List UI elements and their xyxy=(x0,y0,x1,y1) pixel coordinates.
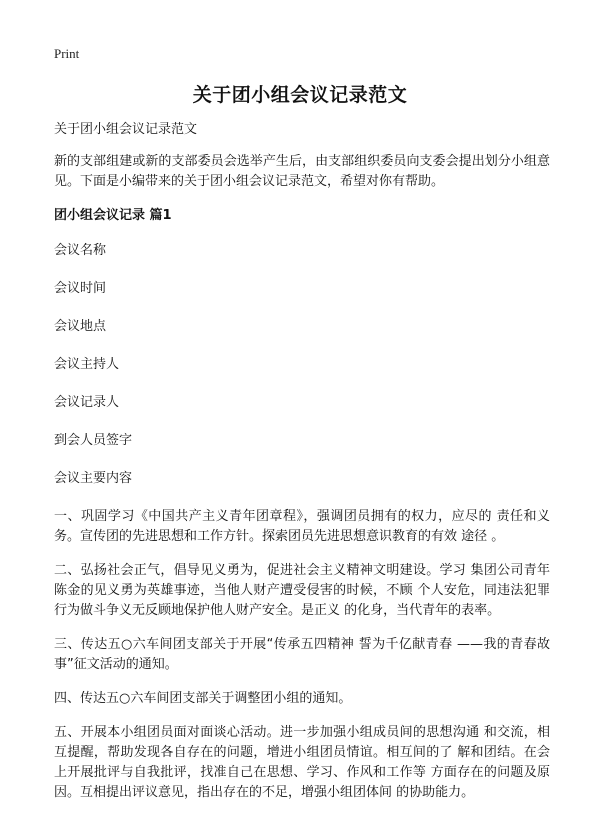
content-paragraph-1: 一、巩固学习《中国共产主义青年团章程》，强调团员拥有的权力，应尽的 责任和义务。宣传团的先进思想和工作方针。探索团员先进思想意识教育的有效 途径 。 xyxy=(54,509,550,544)
print-link[interactable]: Print xyxy=(54,46,80,61)
field-attendee-signatures: 到会人员签字 xyxy=(54,433,133,448)
section-heading: 团小组会议记录 篇1 xyxy=(54,208,172,223)
field-meeting-host: 会议主持人 xyxy=(54,357,120,372)
page-title: 关于团小组会议记录范文 xyxy=(192,84,408,106)
intro-paragraph: 新的支部组建或新的支部委员会选举产生后，由支部组织委员向支委会提出划分小组意见。下面是小编带来的关于团小组会议记录范文，希望对你有帮助。 xyxy=(54,154,550,189)
document-body xyxy=(54,120,550,817)
field-meeting-time: 会议时间 xyxy=(54,281,107,296)
field-meeting-recorder: 会议记录人 xyxy=(54,395,120,410)
content-paragraph-3: 三、传达五○六车间团支部关于开展“传承五四精神 誓为千亿献青春 ——我的青春故事”征文活动的通知。 xyxy=(54,637,550,672)
field-main-content: 会议主要内容 xyxy=(54,471,133,486)
content-paragraph-5: 五、开展本小组团员面对面谈心活动。进一步加强小组成员间的思想沟通 和交流，相互提醒，帮助发现各自存在的问题，增进小组团员情谊。相互间的了 解和团结。在会上开展批评与自我批评，找准自己在思想、学习、作风和工作等 方面存在的问题及原因。互相提出评议意见，指出存在的不足，增强小组团体间 的协助能力。 xyxy=(54,725,550,800)
subtitle: 关于团小组会议记录范文 xyxy=(54,122,198,137)
field-meeting-location: 会议地点 xyxy=(54,319,107,334)
content-paragraph-2: 二、弘扬社会正气，倡导见义勇为，促进社会主义精神文明建设。学习 集团公司青年陈金的见义勇为英雄事迹，当他人财产遭受侵害的时候，不顾 个人安危，同违法犯罪行为做斗争义无反顾地保护他人财产安全。是正义 的化身，当代青年的表率。 xyxy=(54,563,550,618)
field-meeting-name: 会议名称 xyxy=(54,243,107,258)
content-paragraph-4: 四、传达五○六车间团支部关于调整团小组的通知。 xyxy=(54,691,352,706)
